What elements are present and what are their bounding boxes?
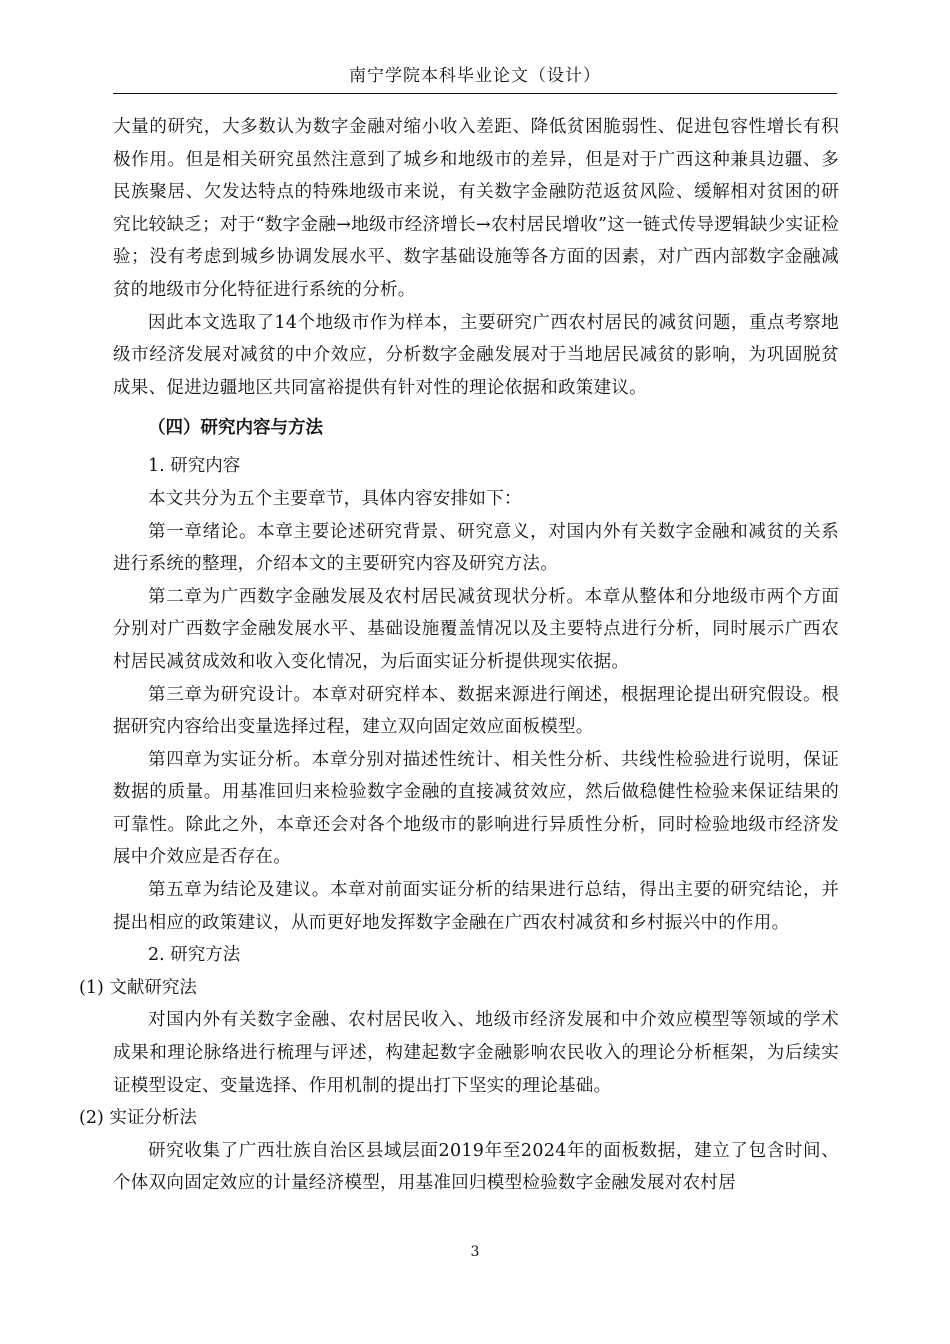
section-heading: （四）研究内容与方法 [148, 418, 323, 439]
numbered-item-heading: (2) 实证分析法 [79, 1108, 197, 1129]
subsection-heading: 2. 研究方法 [148, 945, 241, 966]
page-header-title: 南宁学院本科毕业论文（设计） [349, 66, 601, 86]
paragraph: 对国内外有关数字金融、农村居民收入、地级市经济发展和中介效应模型等领域的学术成果和理论脉络进行梳理与评述，构建起数字金融影响农民收入的理论分析框架，为后续实证模型设定、变量选择、作用机制的提出打下坚实的理论基础。 [113, 1010, 839, 1096]
paragraph: 第二章为广西数字金融发展及农村居民减贫现状分析。本章从整体和分地级市两个方面分别对广西数字金融发展水平、基础设施覆盖情况以及主要特点进行分析，同时展示广西农村居民减贫成效和收入变化情况，为后面实证分析提供现实依据。 [113, 586, 839, 672]
header-divider [113, 93, 837, 94]
page-number: 3 [470, 1244, 480, 1260]
subsection-heading: 1. 研究内容 [148, 456, 241, 477]
paragraph: 第五章为结论及建议。本章对前面实证分析的结果进行总结，得出主要的研究结论，并提出相应的政策建议，从而更好地发挥数字金融在广西农村减贫和乡村振兴中的作用。 [113, 880, 839, 933]
numbered-item-heading: (1) 文献研究法 [79, 977, 197, 998]
paragraph: 研究收集了广西壮族自治区县域层面2019年至2024年的面板数据，建立了包含时间、个体双向固定效应的计量经济模型，用基准回归模型检验数字金融发展对农村居 [113, 1140, 839, 1194]
paragraph: 本文共分为五个主要章节，具体内容安排如下： [148, 488, 522, 509]
paragraph: 第一章绪论。本章主要论述研究背景、研究意义，对国内外有关数字金融和减贫的关系进行系统的整理，介绍本文的主要研究内容及研究方法。 [113, 521, 839, 575]
paragraph: 第四章为实证分析。本章分别对描述性统计、相关性分析、共线性检验进行说明，保证数据的质量。用基准回归来检验数字金融的直接减贫效应，然后做稳健性检验来保证结果的可靠性。除此之外，本章还会对各个地级市的影响进行异质性分析，同时检验地级市经济发展中介效应是否存在。 [113, 749, 839, 868]
body-content [79, 111, 839, 1200]
paragraph: 大量的研究，大多数认为数字金融对缩小收入差距、降低贫困脆弱性、促进包容性增长有积极作用。但是相关研究虽然注意到了城乡和地级市的差异，但是对于广西这种兼具边疆、多民族聚居、欠发达特点的特殊地级市来说，有关数字金融防范返贫风险、缓解相对贫困的研究比较缺乏；对于“数字金融→地级市经济增长→农村居民增收”这一链式传导逻辑缺少实证检验；没有考虑到城乡协调发展水平、数字基础设施等各方面的因素，对广西内部数字金融减贫的地级市分化特征进行系统的分析。 [113, 117, 839, 300]
paragraph: 因此本文选取了14个地级市作为样本，主要研究广西农村居民的减贫问题，重点考察地级市经济发展对减贫的中介效应，分析数字金融发展对于当地居民减贫的影响，为巩固脱贫成果、促进边疆地区共同富裕提供有针对性的理论依据和政策建议。 [113, 312, 839, 398]
paragraph: 第三章为研究设计。本章对研究样本、数据来源进行阐述，根据理论提出研究假设。根据研究内容给出变量选择过程，建立双向固定效应面板模型。 [113, 684, 839, 738]
